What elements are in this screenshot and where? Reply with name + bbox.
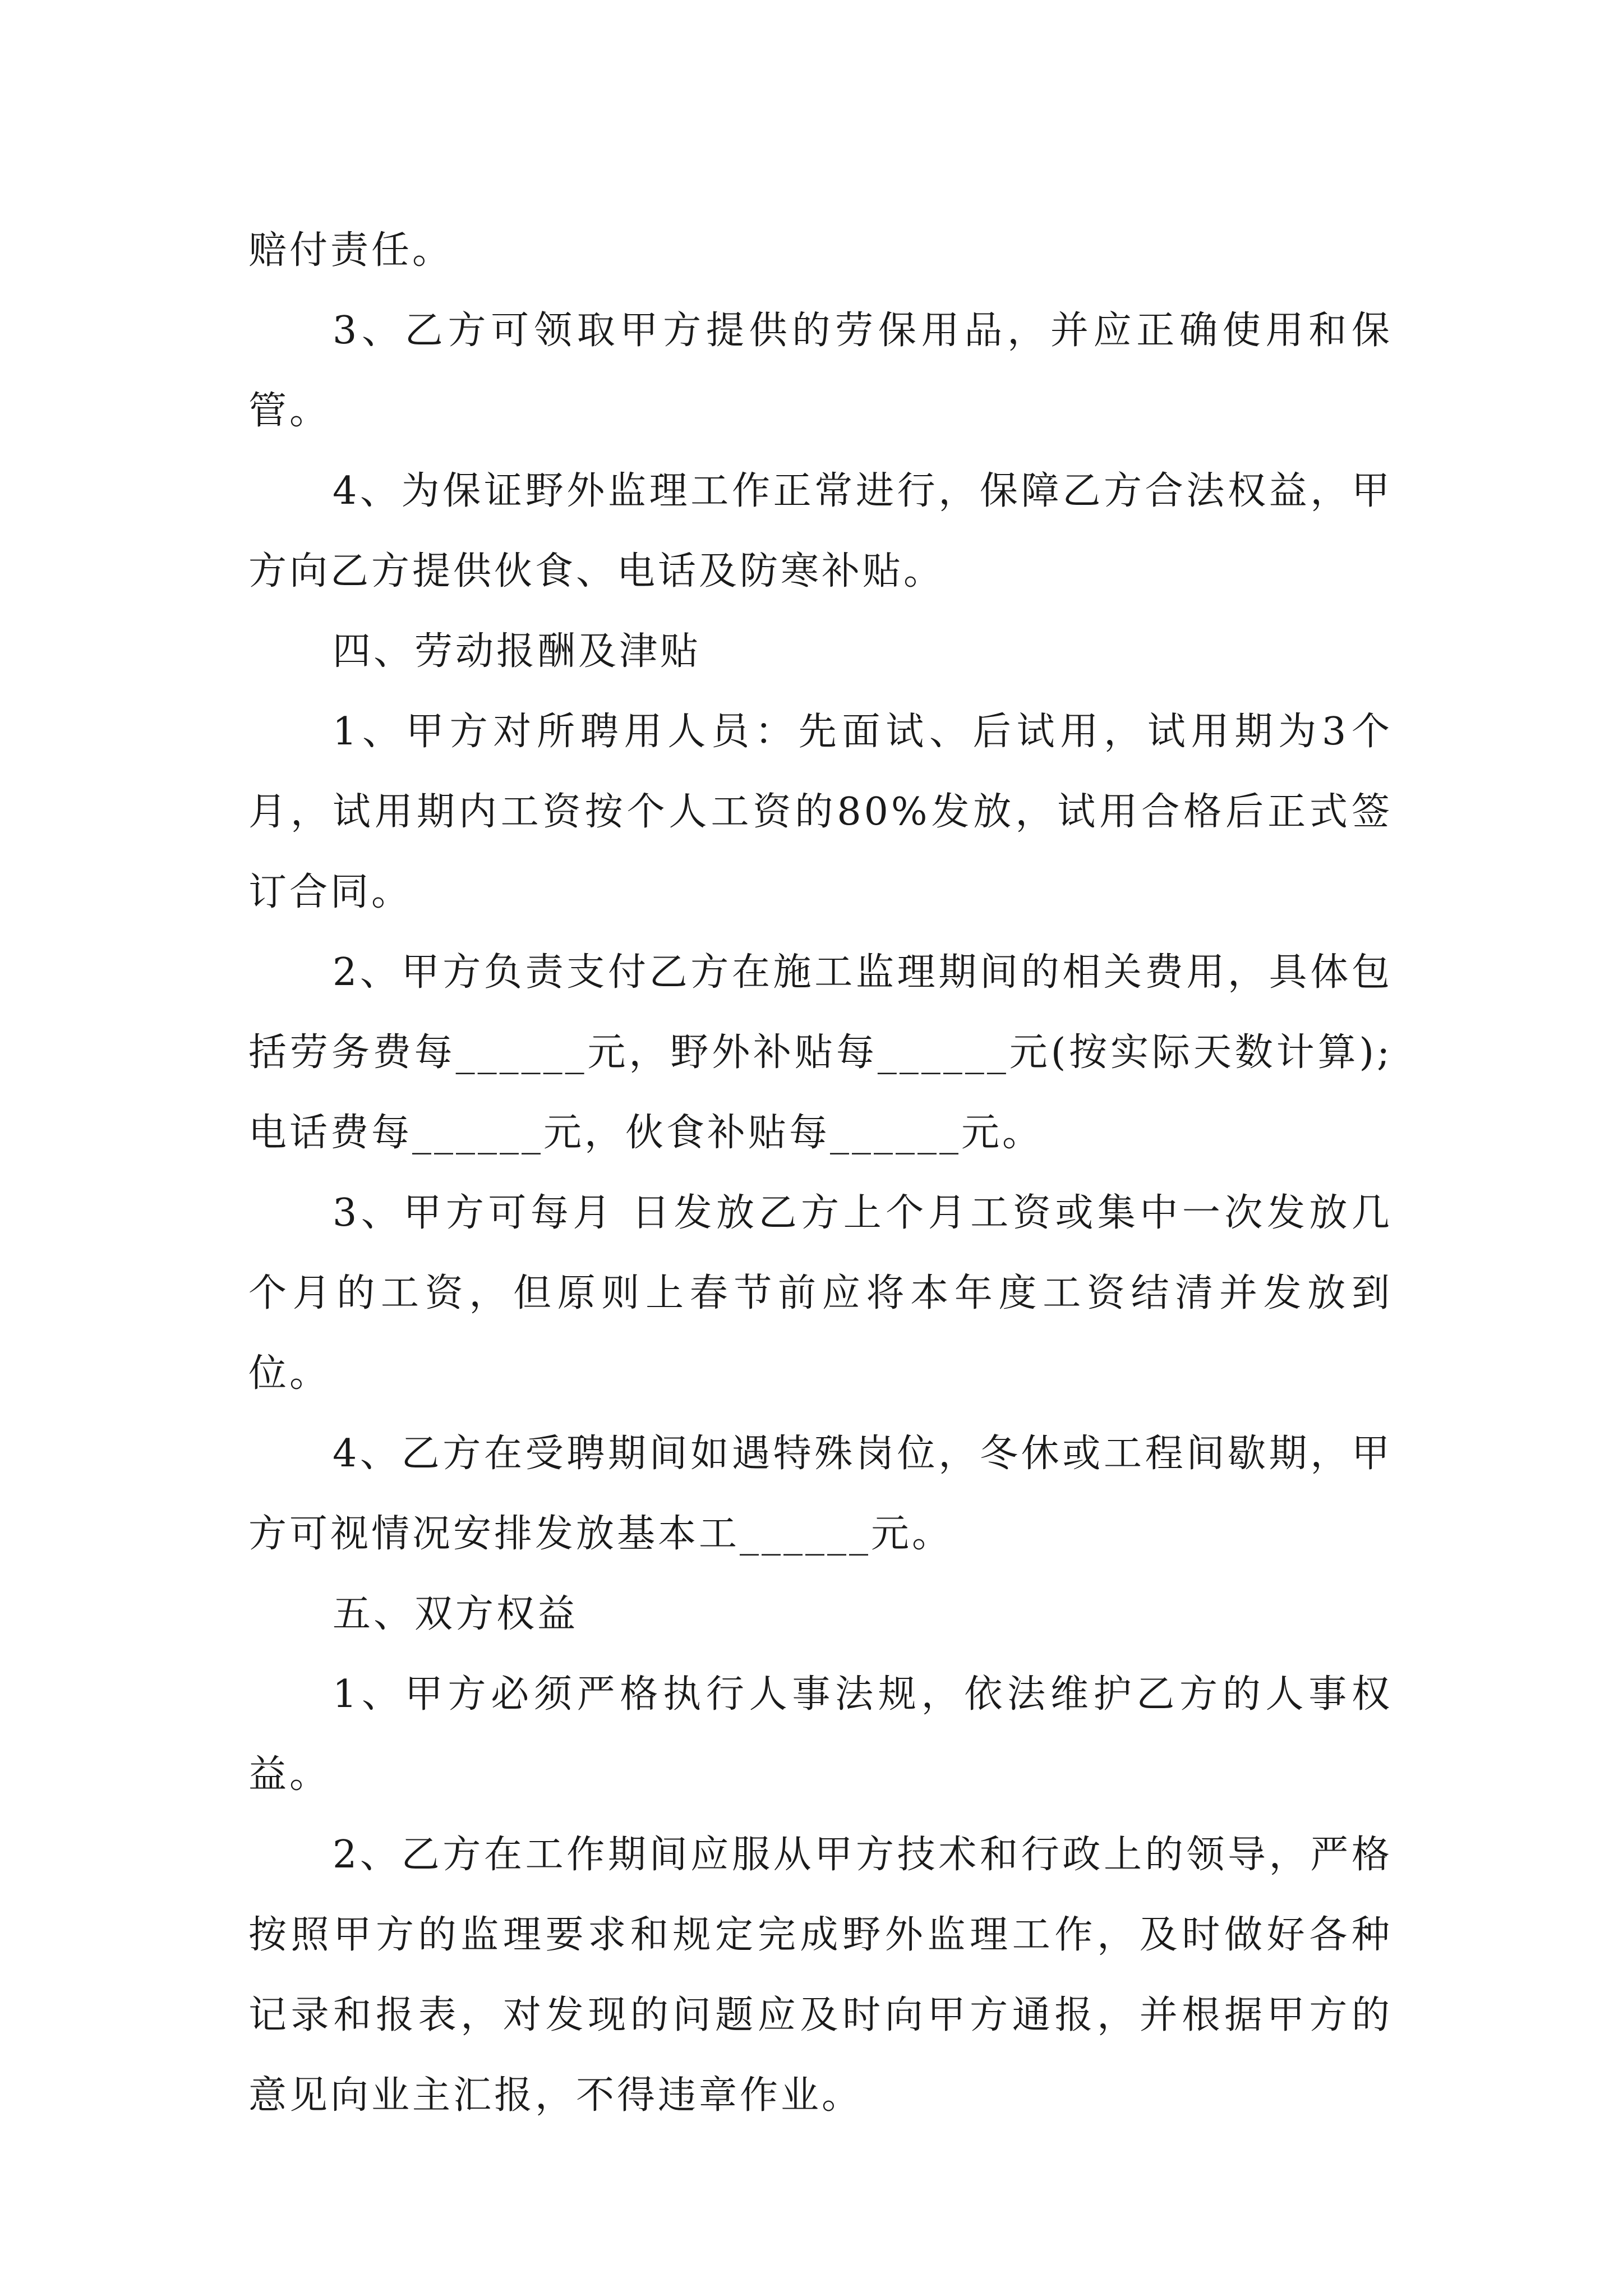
paragraph-clause-3-equipment: 3、乙方可领取甲方提供的劳保用品，并应正确使用和保管。 [248,309,1393,433]
paragraph-clause-2-duties: 2、乙方在工作期间应服从甲方技术和行政上的领导，严格按照甲方的监理要求和规定完成野外监理工作，及时做好各种记录和报表，对发现的问题应及时向甲方通报，并根据甲方的意见向业主汇报，不得违章作业。 [248,1833,1393,2118]
paragraph-continuation: 赔付责任。 [248,228,454,273]
paragraph-clause-4-subsidy: 4、为保证野外监理工作正常进行，保障乙方合法权益，甲方向乙方提供伙食、电话及防寒补贴。 [248,469,1393,593]
paragraph-clause-3-payment: 3、甲方可每月 日发放乙方上个月工资或集中一次发放几个月的工资，但原则上春节前应将本年度工资结清并发放到位。 [248,1191,1393,1396]
document-body [248,210,1393,2136]
paragraph-clause-1-probation: 1、甲方对所聘用人员：先面试、后试用，试用期为3个月，试用期内工资按个人工资的80%发放，试用合格后正式签订合同。 [248,710,1393,914]
paragraph-clause-1-rights: 1、甲方必须严格执行人事法规，依法维护乙方的人事权益。 [248,1672,1393,1797]
section-heading-compensation: 四、劳动报酬及津贴 [333,629,702,674]
section-heading-rights: 五、双方权益 [333,1592,579,1636]
paragraph-clause-2-fees: 2、甲方负责支付乙方在施工监理期间的相关费用，具体包括劳务费每______元，野外补贴每______元(按实际天数计算);电话费每______元，伙食补贴每______元。 [248,950,1393,1155]
paragraph-clause-4-basic-pay: 4、乙方在受聘期间如遇特殊岗位，冬休或工程间歇期，甲方可视情况安排发放基本工______元。 [248,1432,1393,1556]
